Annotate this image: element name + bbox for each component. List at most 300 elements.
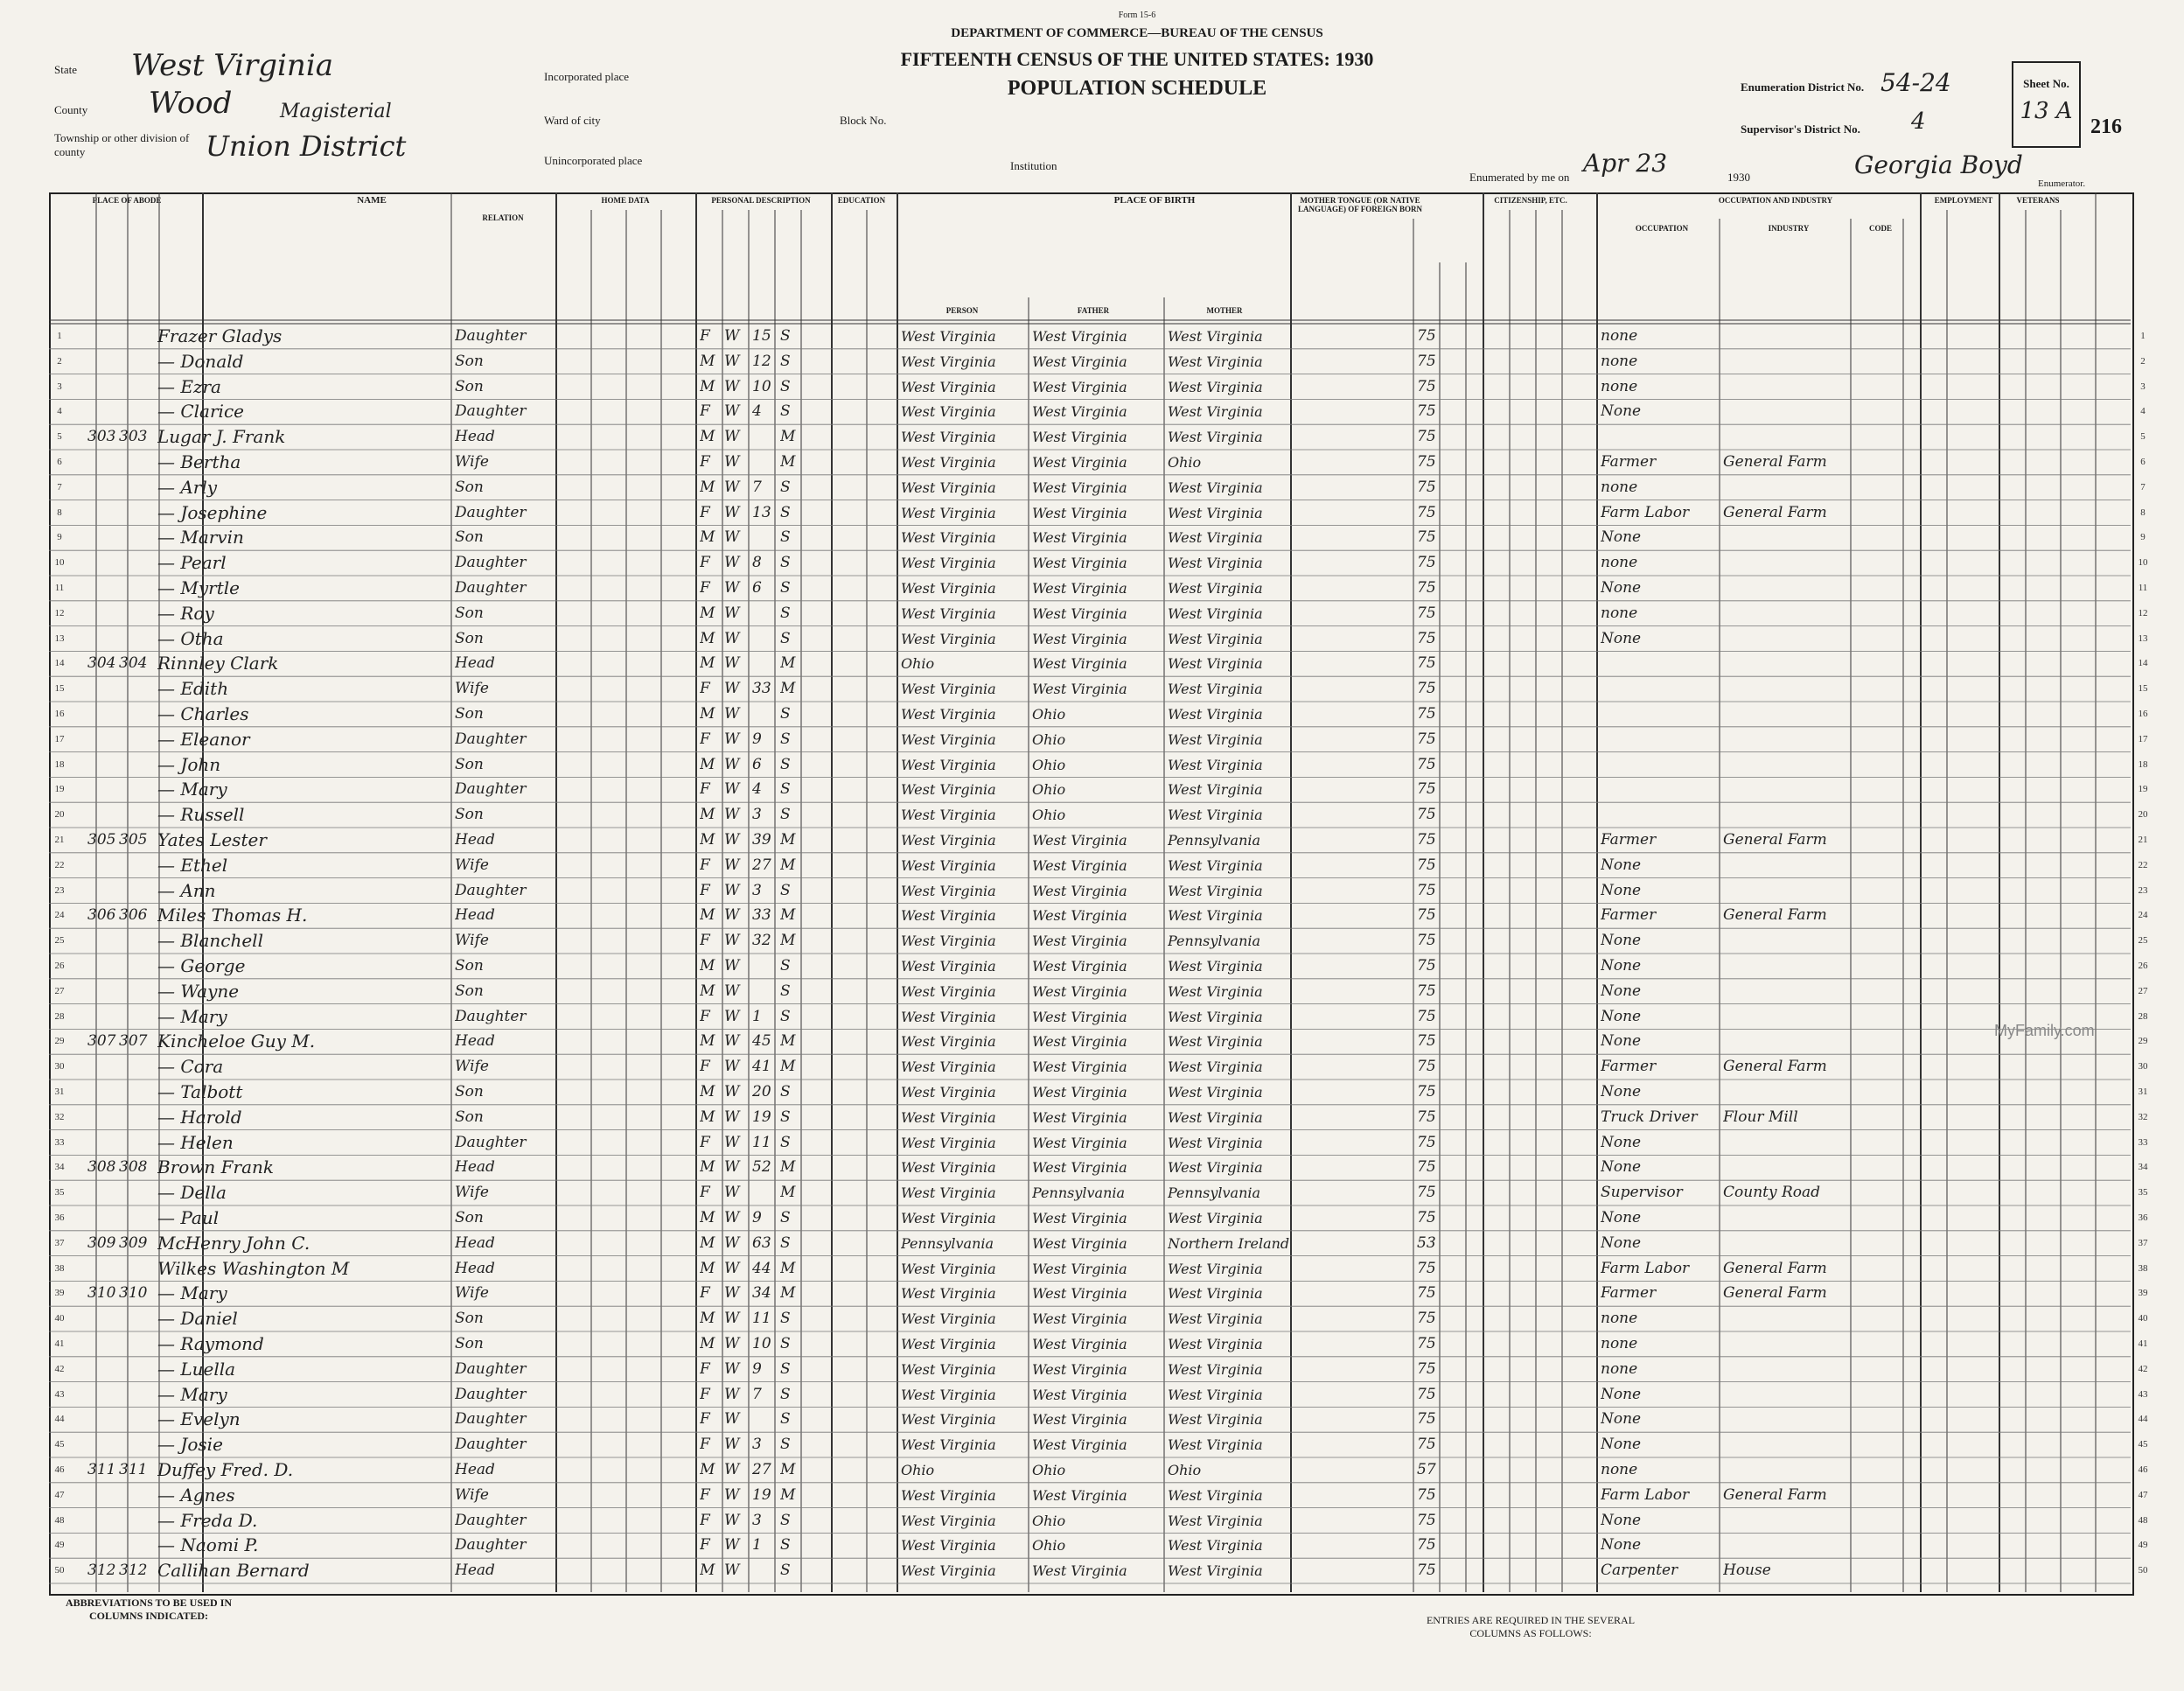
race: W [724,453,740,471]
birthplace-father: West Virginia [1032,1411,1127,1429]
line-number: 38 [54,1262,65,1274]
person-name: — Clarice [157,401,244,423]
family-number: 306 [119,906,148,925]
occupation [1601,777,1723,802]
dwelling-number [87,1533,117,1558]
sex: M [700,957,715,975]
birthplace-person: West Virginia [901,555,996,572]
line-number-right: 2 [2140,355,2146,367]
footer-abbrev: ABBREVIATIONS TO BE USED IN COLUMNS INDICATED: [65,1597,233,1622]
header-veterans: VETERANS [2016,196,2060,205]
age: 39 [752,831,771,849]
age: 8 [752,554,762,572]
sex: M [700,982,715,1000]
tongue-code: 57 [1417,1461,1436,1478]
header-tongue: MOTHER TONGUE (OR NATIVE LANGUAGE) OF FOREIGN BORN [1298,196,1422,213]
institution-label: Institution [1010,159,1057,172]
relation: Wife [455,1058,489,1076]
age [752,1180,782,1205]
age: 3 [752,806,762,824]
line-number: 11 [54,583,65,593]
occupation: None [1601,1007,1642,1025]
industry [1723,727,1854,752]
enumerated-date: Apr 23 [1583,149,1668,178]
occupation: Farmer [1601,1284,1657,1303]
occupation: Farmer [1601,453,1657,471]
dwelling-number: 310 [87,1284,116,1303]
birthplace-person: West Virginia [901,1562,996,1580]
person-name: Miles Thomas H. [157,905,308,926]
birthplace-father: West Virginia [1032,856,1127,874]
enumerated-year: 1930 [1727,171,1750,184]
township-label: Township or other division of county [54,131,190,158]
sex: F [700,1359,710,1378]
sex: M [700,1209,715,1226]
line-number-right: 43 [2138,1388,2148,1400]
relation: Head [455,1259,495,1277]
table-row [0,1205,2184,1231]
birthplace-mother: West Virginia [1168,479,1263,496]
birthplace-mother: West Virginia [1168,982,1263,1000]
birthplace-mother: West Virginia [1168,1033,1263,1051]
enumeration-label: Enumeration District No. [1741,80,1865,94]
age [752,1558,782,1583]
occupation [1601,651,1723,676]
line-number-right: 19 [2138,784,2148,795]
person-name: — Roy [157,602,214,624]
line-number: 1 [57,331,62,341]
line-number-right: 10 [2138,557,2148,569]
marital-status: S [780,503,791,521]
sex: M [700,1310,715,1328]
industry [1723,626,1854,652]
table-row [0,626,2184,652]
industry [1723,1407,1854,1432]
birthplace-father: West Virginia [1032,378,1127,395]
race: W [724,352,740,370]
industry [1723,349,1854,374]
line-number: 12 [54,607,65,618]
industry [1723,1382,1854,1408]
industry [1723,1029,1854,1054]
race: W [724,1436,740,1454]
marital-status: M [780,1032,796,1051]
person-name: — Freda D. [157,1509,258,1531]
table-row [0,1432,2184,1457]
race: W [724,881,740,899]
table-row [0,1508,2184,1534]
race: W [724,1461,740,1478]
marital-status: S [780,1359,791,1378]
birthplace-mother: West Virginia [1168,1512,1263,1529]
marital-status: M [780,654,796,673]
birthplace-mother: West Virginia [1168,1562,1263,1580]
family-number [119,475,149,500]
dwelling-number [87,1130,117,1156]
birthplace-person: West Virginia [901,328,996,345]
family-number [119,626,149,652]
birthplace-mother: West Virginia [1168,882,1263,899]
person-name: — Edith [157,678,229,700]
family-number [119,324,149,349]
line-number: 22 [54,859,65,870]
birthplace-person: West Virginia [901,529,996,547]
age: 4 [752,402,762,421]
relation: Head [455,1562,495,1580]
header-birthplace: PLACE OF BIRTH [1113,196,1196,205]
family-number [119,374,149,400]
age: 15 [752,327,771,345]
birthplace-father: West Virginia [1032,933,1127,950]
birthplace-mother: West Virginia [1168,529,1263,547]
header-father: FATHER [1077,306,1110,315]
dwelling-number [87,626,117,652]
occupation: none [1601,377,1638,395]
industry [1723,576,1854,601]
line-number: 48 [54,1514,65,1526]
race: W [724,1133,740,1151]
age: 19 [752,1485,771,1504]
industry [1723,853,1854,878]
race: W [724,1511,740,1529]
relation: Head [455,1233,495,1252]
occupation: Carpenter [1601,1562,1678,1580]
occupation: None [1601,579,1642,597]
industry: General Farm [1723,503,1827,521]
line-number: 16 [54,709,65,719]
family-number [119,399,149,424]
line-number-right: 13 [2138,632,2148,644]
race: W [724,503,740,521]
tongue-code: 75 [1417,327,1436,345]
industry [1723,777,1854,802]
birthplace-mother: West Virginia [1168,1285,1263,1303]
family-number: 309 [119,1233,148,1252]
birthplace-father: West Virginia [1032,907,1127,925]
relation: Son [455,352,484,370]
line-number: 41 [54,1338,65,1349]
tongue-code: 75 [1417,705,1436,723]
table-row [0,954,2184,979]
marital-status: M [780,831,796,849]
relation: Son [455,1335,484,1352]
occupation: Farmer [1601,1058,1657,1076]
race: W [724,654,740,673]
dwelling-number: 303 [87,428,116,446]
birthplace-mother: West Virginia [1168,1159,1263,1177]
birthplace-mother: West Virginia [1168,907,1263,925]
age [752,450,782,475]
family-number [119,1533,149,1558]
tongue-code: 75 [1417,352,1436,370]
birthplace-mother: West Virginia [1168,1210,1263,1226]
header-employment: EMPLOYMENT [1934,196,1993,205]
relation: Head [455,428,495,446]
occupation: Farm Labor [1601,503,1690,521]
line-number-right: 22 [2138,859,2148,870]
dwelling-number [87,1407,117,1432]
birthplace-mother: West Virginia [1168,1008,1263,1025]
birthplace-father: West Virginia [1032,958,1127,975]
person-name: — Paul [157,1207,220,1228]
birthplace-person: West Virginia [901,730,996,748]
line-number: 3 [57,381,62,392]
birthplace-father: West Virginia [1032,1033,1127,1051]
marital-status: S [780,1511,791,1529]
person-name: Lugar J. Frank [157,426,286,448]
census-title: FIFTEENTH CENSUS OF THE UNITED STATES: 1930 [900,48,1374,70]
birthplace-person: West Virginia [901,1285,996,1303]
sex: F [700,1058,710,1076]
table-row [0,1558,2184,1583]
dwelling-number [87,525,117,550]
age: 3 [752,1511,762,1529]
unincorporated-label: Unincorporated place [544,154,643,167]
tongue-code: 75 [1417,1310,1436,1328]
family-number [119,1004,149,1030]
birthplace-mother: West Virginia [1168,504,1263,521]
age [752,979,782,1004]
birthplace-person: Ohio [901,655,935,673]
relation: Daughter [455,327,527,345]
sex: F [700,881,710,899]
family-number: 311 [119,1461,148,1478]
marital-status: M [780,856,796,874]
tongue-code: 75 [1417,1259,1436,1277]
family-number [119,1256,149,1282]
dwelling-number [87,802,117,828]
line-number-right: 26 [2138,961,2148,971]
sex: M [700,654,715,673]
birthplace-person: Ohio [901,1462,935,1478]
line-number: 35 [54,1187,65,1198]
relation: Daughter [455,1511,527,1529]
birthplace-person: Pennsylvania [901,1234,994,1252]
age: 13 [752,503,771,521]
birthplace-father: West Virginia [1032,1008,1127,1025]
dwelling-number [87,1004,117,1030]
relation: Head [455,1158,495,1177]
birthplace-mother: West Virginia [1168,1537,1263,1555]
family-number [119,878,149,904]
person-name: Callihan Bernard [157,1560,310,1582]
line-number-right: 47 [2138,1489,2148,1500]
incorporated-label: Incorporated place [544,70,630,83]
person-name: — Cora [157,1056,224,1078]
table-row [0,828,2184,853]
header-education: EDUCATION [837,196,886,205]
race: W [724,428,740,446]
birthplace-father: West Virginia [1032,1562,1127,1580]
sex: F [700,402,710,421]
industry [1723,1432,1854,1457]
birthplace-father: Ohio [1032,706,1066,723]
tongue-code: 75 [1417,478,1436,496]
table-row [0,853,2184,878]
header-home-data: HOME DATA [601,196,650,205]
table-row [0,1483,2184,1508]
birthplace-person: West Virginia [901,958,996,975]
line-number-right: 27 [2138,985,2148,996]
dwelling-number: 311 [87,1461,116,1478]
industry: General Farm [1723,1485,1827,1504]
table-row [0,802,2184,828]
marital-status: M [780,1058,796,1076]
birthplace-father: West Virginia [1032,1134,1127,1151]
relation: Daughter [455,579,527,597]
race: W [724,629,740,647]
family-number [119,1130,149,1156]
marital-status: S [780,352,791,370]
line-number-right: 39 [2138,1288,2148,1299]
race: W [724,730,740,748]
age: 11 [752,1133,771,1151]
family-number [119,1407,149,1432]
marital-status: S [780,554,791,572]
line-number: 50 [54,1565,65,1576]
birthplace-father: West Virginia [1032,529,1127,547]
table-row [0,1457,2184,1483]
occupation: none [1601,1359,1638,1378]
marital-status: S [780,1310,791,1328]
birthplace-mother: Northern Ireland [1168,1234,1290,1252]
race: W [724,1233,740,1252]
line-number-right: 48 [2138,1514,2148,1526]
person-name: — Mary [157,1005,227,1027]
birthplace-father: West Virginia [1032,1360,1127,1378]
industry [1723,702,1854,727]
sex: F [700,579,710,597]
birthplace-father: West Virginia [1032,454,1127,471]
tongue-code: 75 [1417,1007,1436,1025]
industry [1723,878,1854,904]
marital-status: S [780,402,791,421]
marital-status: M [780,428,796,446]
birthplace-mother: Ohio [1168,454,1202,471]
dwelling-number [87,450,117,475]
table-row [0,777,2184,802]
birthplace-person: West Virginia [901,1336,996,1352]
birthplace-mother: West Virginia [1168,328,1263,345]
relation: Head [455,831,495,849]
person-name: — Ann [157,879,216,901]
race: W [724,1310,740,1328]
person-name: Duffey Fred. D. [157,1459,294,1480]
person-name: — Ezra [157,375,221,397]
person-name: — Luella [157,1358,236,1380]
line-number-right: 9 [2140,532,2146,543]
occupation: none [1601,352,1638,370]
age: 27 [752,1461,771,1478]
sex: F [700,1511,710,1529]
family-number [119,349,149,374]
race: W [724,1108,740,1126]
birthplace-father: Ohio [1032,1462,1066,1478]
tongue-code: 75 [1417,1335,1436,1352]
race: W [724,982,740,1000]
dwelling-number [87,702,117,727]
person-name: — Daniel [157,1308,238,1330]
age: 9 [752,730,762,748]
birthplace-person: West Virginia [901,479,996,496]
birthplace-person: West Virginia [901,604,996,622]
tongue-code: 75 [1417,1410,1436,1429]
birthplace-person: West Virginia [901,1486,996,1504]
birthplace-mother: West Virginia [1168,730,1263,748]
sex: M [700,629,715,647]
dwelling-number: 308 [87,1158,116,1177]
line-number-right: 7 [2140,481,2146,493]
dwelling-number [87,878,117,904]
person-name: — Wayne [157,980,240,1002]
relation: Wife [455,1485,489,1504]
dwelling-number [87,1331,117,1357]
family-number [119,1357,149,1382]
table-row [0,1155,2184,1180]
table-row [0,1357,2184,1382]
birthplace-mother: West Virginia [1168,1360,1263,1378]
age: 1 [752,1007,762,1025]
age: 44 [752,1259,771,1277]
race: W [724,705,740,723]
birthplace-mother: Pennsylvania [1168,933,1261,950]
state-value: West Virginia [131,48,333,83]
relation: Daughter [455,402,527,421]
birthplace-person: West Virginia [901,630,996,647]
industry [1723,1205,1854,1231]
line-number-right: 18 [2138,758,2148,770]
race: W [724,377,740,395]
sex: M [700,1108,715,1126]
person-name: — Raymond [157,1333,264,1354]
occupation: none [1601,478,1638,496]
relation: Head [455,906,495,925]
birthplace-mother: West Virginia [1168,580,1263,597]
person-name: Yates Lester [157,829,267,850]
table-row [0,1105,2184,1130]
supervisor-value: 4 [1911,108,1926,135]
header-name: NAME [357,196,387,205]
dwelling-number [87,1080,117,1105]
tongue-code: 75 [1417,428,1436,446]
page-number: 216 [2090,115,2122,138]
relation: Son [455,478,484,496]
marital-status: S [780,755,791,773]
sex: M [700,352,715,370]
footer-entries: ENTRIES ARE REQUIRED IN THE SEVERAL COLUMNS AS FOLLOWS: [1426,1614,1636,1639]
industry [1723,475,1854,500]
race: W [724,755,740,773]
sex: F [700,932,710,950]
dwelling-number: 304 [87,654,116,673]
age: 1 [752,1536,762,1555]
birthplace-mother: West Virginia [1168,706,1263,723]
table-row [0,576,2184,601]
birthplace-mother: West Virginia [1168,1084,1263,1101]
line-number-right: 5 [2140,431,2146,443]
occupation: Truck Driver [1601,1108,1698,1126]
family-number [119,802,149,828]
race: W [724,478,740,496]
marital-status: S [780,982,791,1000]
relation: Daughter [455,1436,527,1454]
birthplace-father: Ohio [1032,781,1066,799]
relation: Son [455,604,484,622]
occupation: Farmer [1601,831,1657,849]
tongue-code: 75 [1417,1562,1436,1580]
sex: M [700,705,715,723]
tongue-code: 75 [1417,982,1436,1000]
